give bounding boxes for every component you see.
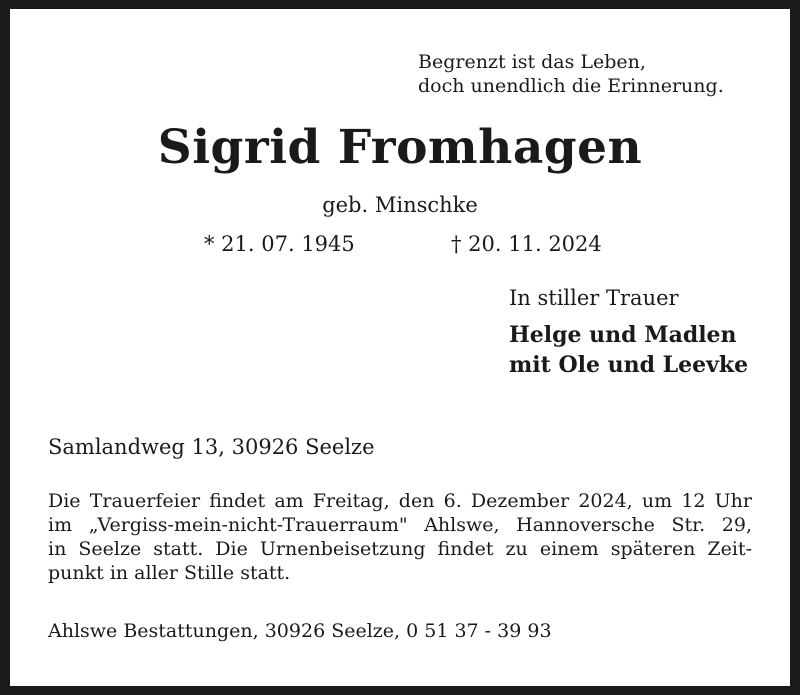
motto-line-2: doch unendlich die Erinnerung.	[418, 75, 724, 97]
ceremony-line-2: im „Vergiss-mein-nicht-Trauerraum" Ahlswe, Hannoversche Str. 29,	[48, 514, 752, 536]
undertaker-contact: Ahlswe Bestattungen, 30926 Seelze, 0 51 37 - 39 93	[48, 620, 552, 642]
ceremony-line-4: punkt in aller Stille statt.	[48, 562, 291, 584]
birth-date: * 21. 07. 1945	[204, 232, 355, 256]
mourners-list	[509, 320, 748, 380]
born-name: geb. Minschke	[322, 193, 478, 217]
mourners-line-1: Helge und Madlen	[509, 322, 737, 348]
ceremony-line-1: Die Trauerfeier findet am Freitag, den 6. Dezember 2024, um 12 Uhr	[48, 490, 752, 512]
ceremony-info	[48, 489, 752, 585]
motto-line-1: Begrenzt ist das Leben,	[418, 51, 646, 73]
mourning-intro: In stiller Trauer	[509, 286, 679, 310]
mourners-line-2: mit Ole und Leevke	[509, 352, 749, 378]
death-date: † 20. 11. 2024	[451, 232, 602, 256]
memorial-motto	[418, 50, 724, 98]
address: Samlandweg 13, 30926 Seelze	[48, 435, 375, 459]
ceremony-line-3: in Seelze statt. Die Urnenbeisetzung findet zu einem späteren Zeit-	[48, 538, 752, 560]
deceased-name: Sigrid Fromhagen	[157, 120, 643, 175]
